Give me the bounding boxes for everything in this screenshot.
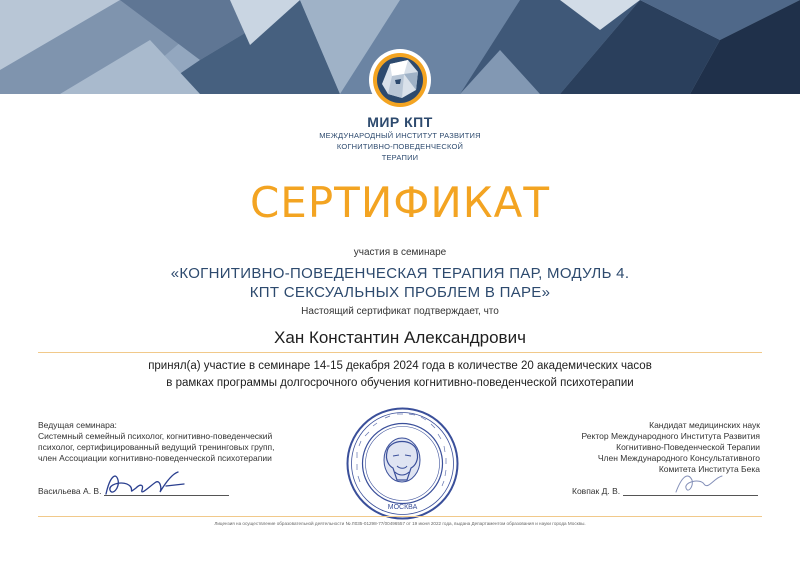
brand-subtitle-line: ТЕРАПИИ [381,153,419,162]
seminar-title-line: «КОГНИТИВНО-ПОВЕДЕНЧЕСКАЯ ТЕРАПИЯ ПАР, МОДУЛЬ 4. [170,265,630,282]
right-signature [670,468,730,498]
signer-credential-line: Когнитивно-Поведенческой Терапии [616,442,760,452]
seminar-title-line: КПТ СЕКСУАЛЬНЫХ ПРОБЛЕМ В ПАРЕ» [249,284,551,301]
brand-subtitle-line: МЕЖДУНАРОДНЫЙ ИНСТИТУТ РАЗВИТИЯ [319,131,481,140]
left-signer-credentials [38,420,308,464]
signer-credential-line: Комитета Института Бека [658,464,760,474]
signer-credential-line: Кандидат медицинских наук [649,420,760,430]
brand-name: МИР КПТ [367,114,433,130]
signer-credential-line: член Ассоциации когнитивно-поведенческой психотерапии [38,453,272,463]
brand-subtitle-line: КОГНИТИВНО-ПОВЕДЕНЧЕСКОЙ [336,142,464,151]
license-footer: Лицензия на осуществление образовательной деятельности № Л035-01298-77/00496557 от 19 июня 2022 года, выдана Департаментом образования и науки города Москвы. [214,521,586,526]
left-signer-name: Васильева А. В. [38,486,102,496]
participation-text: принял(а) участие в семинаре 14-15 декабря 2024 года в количестве 20 академических часов [148,360,652,372]
signer-credential-line: Системный семейный психолог, когнитивно-поведенческий [38,431,273,441]
seal-city: МОСКВА [387,504,418,511]
certificate-subtitle: участия в семинаре [353,247,447,258]
official-seal [345,406,460,521]
recipient-name: Хан Константин Александрович [274,328,526,347]
brand-logo [368,48,432,112]
right-signer-credentials [520,420,760,475]
confirm-text: Настоящий сертификат подтверждает, что [301,306,499,317]
signer-credential-line: Ведущая семинара: [38,420,117,430]
certificate-title: СЕРТИФИКАТ [249,178,551,227]
signer-credential-line: психолог, сертифицированный ведущий тренинговых групп, [38,442,275,452]
right-signer-name: Ковпак Д. В. [572,486,621,496]
left-signature [100,466,190,500]
right-signature-row [572,486,758,496]
signer-credential-line: Член Международного Консультативного [597,453,760,463]
divider [38,352,762,353]
participation-text: в рамках программы долгосрочного обучения когнитивно-поведенческой психотерапии [166,377,634,389]
signer-credential-line: Ректор Международного Института Развития [581,431,760,441]
divider [38,516,762,517]
